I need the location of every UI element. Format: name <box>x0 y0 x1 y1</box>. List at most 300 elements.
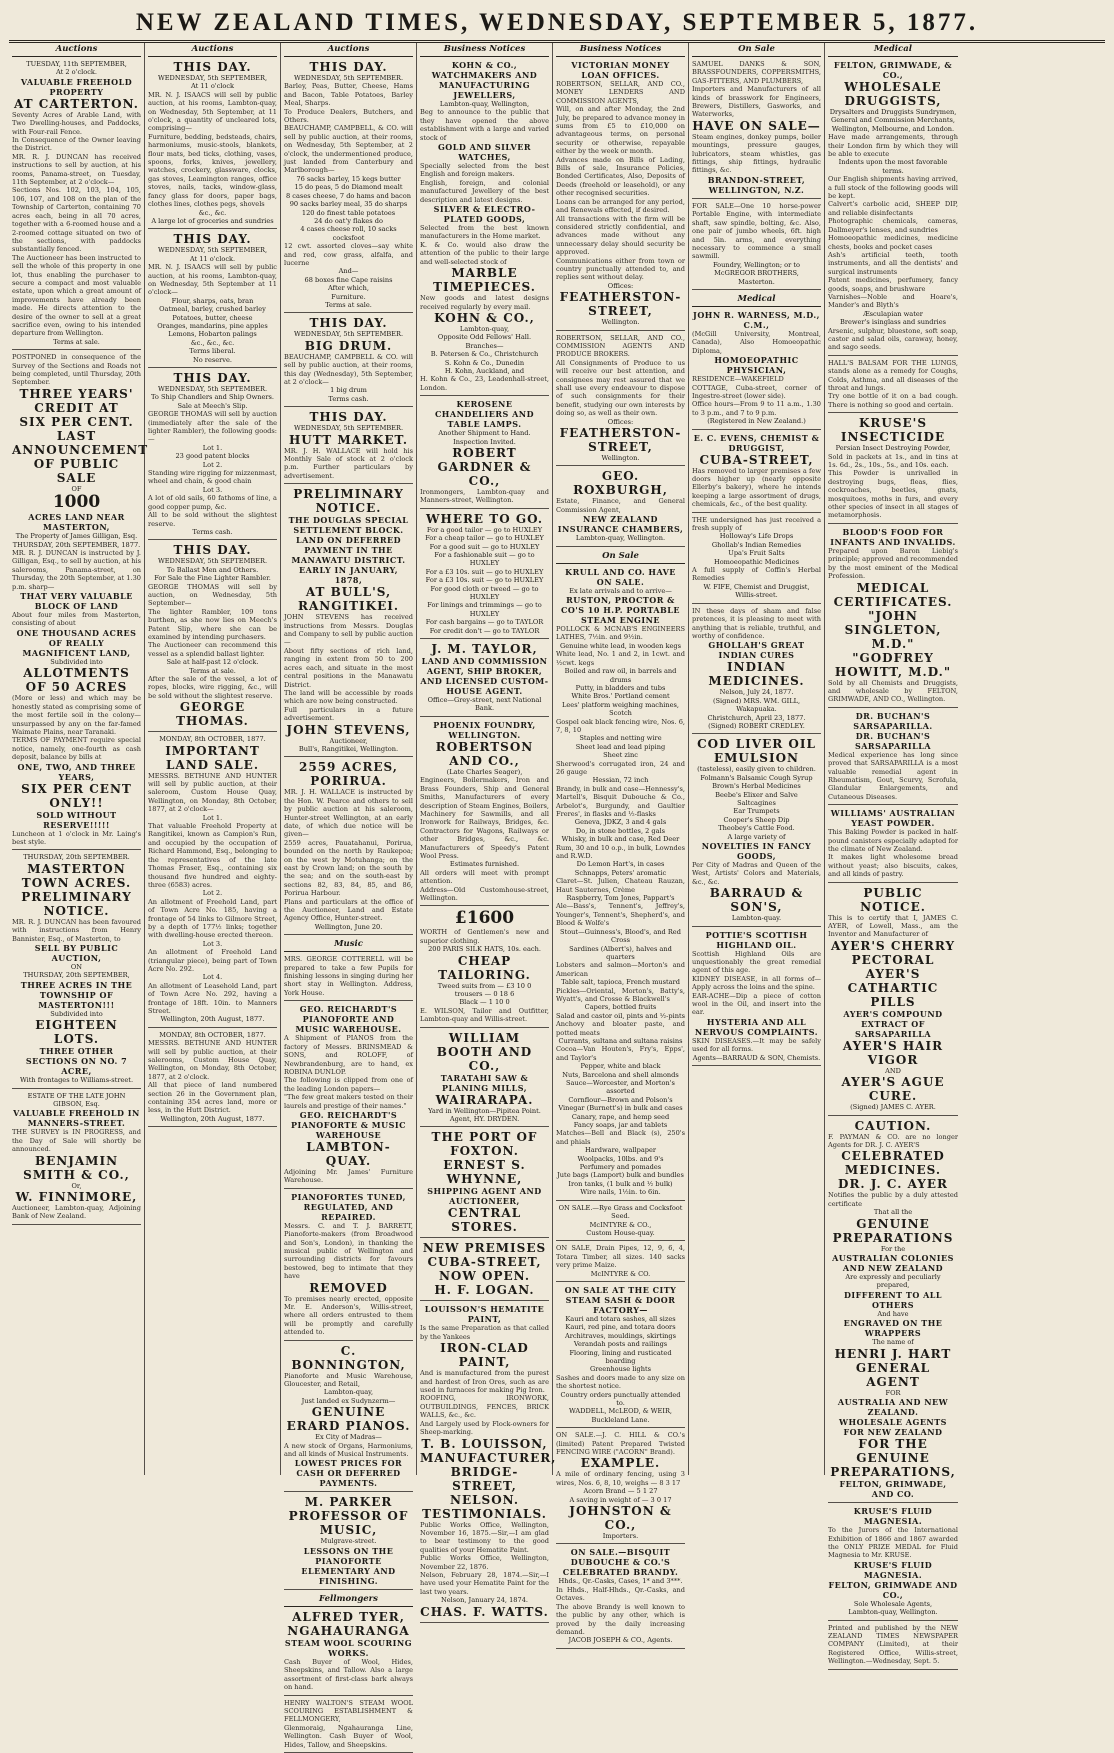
ad-line: Buckleland Lane. <box>591 1415 650 1424</box>
ad-line: ROBERTSON AND CO., <box>435 739 534 768</box>
advertisement <box>828 60 958 356</box>
advertisement <box>556 1285 685 1428</box>
ad-line: Address—Old Customhouse-street, Wellington. <box>420 885 549 902</box>
ad-line: Ghollab's Indian Remedies <box>711 540 802 549</box>
ad-line: ROBERTSON, SELLAR, AND CO., MONEY LENDERS AND COMMISSION AGENTS, <box>556 80 685 105</box>
advertisement <box>420 1130 549 1238</box>
advertisement <box>284 1699 413 1753</box>
ad-line: At 11 o'clock <box>190 82 235 91</box>
ad-line: Barley, Peas, Butter, Cheese, Hams and Bacon, Table Potatoes, Barley Meal, Sharps. <box>284 82 413 108</box>
advertisement <box>284 760 413 935</box>
ad-line: VICTORIAN MONEY LOAN OFFICES. <box>571 60 670 80</box>
ad-line: THIS DAY. <box>173 543 252 558</box>
advertisement <box>284 60 413 313</box>
ad-line: ON SALE AT THE CITY STEAM SASH & DOOR FACTORY— <box>564 1284 677 1315</box>
ad-line: POTTIE'S SCOTTISH HIGHLAND OIL. <box>705 929 808 950</box>
ad-line: That valuable Freehold Property at Rangitikei, known as Campion's Run, and occupied by the occupation of Richard Hammond, Esq., belonging to the representatives of the late Thomas Fraser, Esq., containing six thousand five hundred and eighty-three (6583) acres. <box>148 822 277 889</box>
ad-line: WADDELL, McLEOD, & WEIR, <box>568 1407 673 1416</box>
ad-line: MONDAY, 8th OCTOBER, 1877. <box>159 1030 266 1039</box>
ad-line: Oatmeal, barley, crushed barley <box>159 305 266 314</box>
ad-line: HAVE ON SALE— <box>692 118 821 133</box>
ad-line: FEATHERSTON-STREET, <box>559 426 682 455</box>
ad-line: NEW PREMISES <box>422 1241 547 1256</box>
ad-line: Geneva, JDKZ, 3 and 4 gals <box>574 818 667 827</box>
ad-line: ESTATE OF THE LATE JOHN GIBSON, Esq. <box>27 1091 126 1108</box>
ad-line: M. PARKER <box>304 1495 393 1510</box>
ad-line: Estimates furnished. <box>449 860 520 869</box>
ad-line: STEAM WOOL SCOURING WORKS. <box>284 1637 413 1658</box>
advertisement <box>284 1004 413 1188</box>
ad-line: Prepared upon Baron Liebig's principle; approved and recommended by the most eminent of the Medical Profession. <box>828 546 958 581</box>
ad-line: Public Works Office, Wellington, November 22, 1876. <box>420 1554 549 1571</box>
advertisement <box>556 60 685 331</box>
ad-line: POLLOCK & MCNAB'S ENGINEERS LATHES, 7½in. and 9½in. <box>556 625 685 642</box>
advertisement <box>828 359 958 413</box>
ad-line: Seventy Acres of Arable Land, with Two Dwelling-houses, and Paddocks, with Four-rail Fence. <box>12 110 141 136</box>
ad-line: EAR-ACHE—Dip a piece of cotton wool in the Oil, and insert into the ear. <box>692 991 821 1017</box>
ad-line: Acorn Brand — 5 1 27 <box>583 1487 658 1496</box>
ad-line: Full particulars in a future advertisement. <box>284 705 413 723</box>
ad-line: Or, <box>71 1181 82 1190</box>
ad-line: HALL'S BALSAM FOR THE LUNGS, stands alone as a remedy for Coughs, Colds, Asthma, and all diseases of the throat and lungs. <box>828 358 958 392</box>
ad-line: Matches—Bell and Black (s), 250's and phials <box>556 1129 685 1146</box>
ad-line: With frontages to Williams-street. <box>19 1076 134 1085</box>
ad-line: RESIDENCE—WAKEFIELD COTTAGE, Cuba-street, corner of Ingestre-street (lower side). <box>692 375 821 400</box>
ad-line: To Produce Dealers, Butchers, and Others. <box>284 107 413 125</box>
ad-line: Lambton-quay, <box>323 1388 374 1397</box>
ad-line: Sold by all Chemists and Druggists, and wholesale by FELTON, GRIMWADE, AND CO., Wellington. <box>828 678 958 704</box>
advertisement <box>828 886 958 1116</box>
ad-line: In Hhds., Half-Hhds., Qr.-Casks, and Octaves. <box>556 1585 685 1603</box>
ad-line: Saltcagines <box>737 798 776 807</box>
ad-line: PRELIMINARY NOTICE. <box>21 889 132 918</box>
ad-line: MRS. GEORGE COTTERELL will be prepared to take a few Pupils for finishing lessons in singing during her short stay in Wellington. Address, York House. <box>284 955 413 997</box>
ad-line: Agent, HY. DRYDEN. <box>449 1115 520 1124</box>
ad-line: TERMS OF PAYMENT require special notice, namely, one-fourth as cash deposit, balance by bills at <box>12 736 141 762</box>
ad-line: Lot 1. <box>202 813 223 822</box>
advertisement <box>284 487 413 757</box>
ad-line: Opposite Odd Fellows' Hall. <box>437 333 532 342</box>
ad-line: Upa's Fruit Salts <box>728 549 785 558</box>
ad-line: And have <box>877 1309 909 1318</box>
ad-line: Bull's, Rangitikei, Wellington. <box>298 744 399 753</box>
advertisement <box>148 735 277 1028</box>
ad-line: 90 sacks barley meal, 35 do sharps <box>289 200 408 209</box>
advertisement <box>148 1031 277 1127</box>
ad-line: SIX PER CENT. <box>19 414 134 429</box>
ad-line: Wellington, June 20. <box>314 922 383 931</box>
ad-line: BARRAUD & SON'S, <box>709 886 804 915</box>
ad-line: &c., &c. <box>198 208 227 217</box>
ad-line: GHOLLAH'S GREAT INDIAN CURES <box>708 640 805 661</box>
ad-line: BENJAMIN SMITH & CO., <box>23 1153 130 1182</box>
ad-line: Printed and published by the NEW ZEALAND TIMES NEWSPAPER COMPANY (Limited), at their Registered Office, Willis-street, Wellington.—Wednesday, Sept. 5. <box>828 1623 958 1666</box>
ad-line: Black — 1 10 0 <box>459 998 510 1007</box>
ad-line: C. BONNINGTON, <box>291 1343 406 1372</box>
ad-line: 200 PARIS SILK HATS, 10s. each. <box>428 945 541 954</box>
ad-line: Stout—Guinness's, Blood's, and Red Cross <box>560 927 681 945</box>
ad-line: KRUSE'S FLUID MAGNESIA. <box>853 1506 933 1527</box>
ad-line: Estate, Finance, and General Commission Agent, <box>556 497 685 514</box>
ad-line: LAND ON DEFERRED PAYMENT IN THE MANAWATU DISTRICT. <box>291 535 406 566</box>
ad-line: Folmann's Balsamic Cough Syrup <box>700 773 813 782</box>
ad-line: Currants, sultana and sultana raisins <box>558 1036 683 1045</box>
ad-line: Is the same Preparation as that called by the Yankees <box>420 1324 549 1341</box>
ad-line: Lot 4. <box>202 973 223 982</box>
ad-line: RUSTON, PROCTOR & CO'S 10 H.P. PORTABLE STEAM ENGINE <box>560 595 681 626</box>
ad-line: Pickles—Oriental, Morton's, Batty's, Wyatt's, and Crosse & Blackwell's <box>556 986 685 1003</box>
ad-line: ROBERTSON, SELLAR, AND CO., COMMISSION AGENTS AND PRODUCE BROKERS. <box>556 333 685 359</box>
ad-line: BRANDON-STREET, WELLINGTON, N.Z. <box>707 174 806 195</box>
ad-line: CUBA-STREET, <box>427 1255 542 1270</box>
advertisement <box>284 1495 413 1589</box>
ad-line: LAND AND COMMISSION AGENT, SHIP BROKER, <box>421 656 548 677</box>
ad-line: Lobsters and salmon—Morton's and American <box>556 961 685 978</box>
ad-line: Raspberry, Tom Jones, Pappart's <box>566 894 675 903</box>
advertisement <box>556 334 685 467</box>
ad-line: Lot 1. <box>202 443 223 452</box>
ad-line: Flooring, lining and rusticated boarding <box>569 1348 672 1365</box>
ad-line: For good cloth or tweed — go to HUXLEY <box>430 584 539 602</box>
ad-line: All to be sold without the slightest reserve. <box>148 511 277 528</box>
ad-line: Beg to announce to the public that they have opened the above establishment with a large and varied stock of <box>420 108 549 142</box>
ad-line: PHOENIX FOUNDRY, WELLINGTON. <box>433 719 536 740</box>
ad-line: GOLD AND SILVER WATCHES, <box>437 142 532 163</box>
ad-line: To premises nearly erected, opposite Mr. E. Anderson's, Willis-street, where all orders entrusted to them will be promptly and carefully attended to. <box>284 1294 413 1337</box>
column-heading: Medical <box>828 43 958 57</box>
ad-line: FOR <box>885 1388 901 1397</box>
ad-line: Steam engines, donkey pumps, boiler mountings, pressure gauges, lubricators, steam whistles, gas fittings, ship fittings, hydraulic fittings, &c. <box>692 132 821 175</box>
advertisement <box>420 720 549 907</box>
ad-line: PROFESSOR OF MUSIC, <box>288 1509 409 1538</box>
ad-line: AND LICENSED CUSTOM-HOUSE AGENT. <box>420 676 549 697</box>
ad-line: All Consignments of Produce to us will receive our best attention, and consignees may rest assured that we shall use every endeavour to dispose of such consignments for their benefit, studying our own interests by doing so, as well as their own. <box>556 358 685 418</box>
ad-line: Terms at sale. <box>53 337 100 346</box>
ad-line: VALUABLE FREEHOLD IN MANNERS-STREET. <box>13 1108 140 1129</box>
advertisement <box>420 1241 549 1301</box>
advertisement <box>828 808 958 882</box>
ad-line: IMPORTANT LAND SALE. <box>165 743 260 772</box>
ad-line: (Registered in New Zealand.) <box>707 417 806 426</box>
ad-line: AYER'S HAIR VIGOR <box>842 1038 944 1067</box>
ad-line: MASTERTON TOWN ACRES. <box>21 861 132 890</box>
ad-line: And Largely used by Flock-owners for Sheep-marking. <box>420 1419 549 1437</box>
ad-line: Terms at sale. <box>325 300 372 309</box>
ad-line: Potatoes, butter, cheese <box>172 313 253 322</box>
ad-line: Sale at half-past 12 o'clock. <box>166 658 259 667</box>
ad-line: Wellington, 20th August, 1877. <box>160 1015 265 1024</box>
ad-line: Sherwood's corrugated iron, 24 and 26 gauge <box>556 759 685 776</box>
ad-line: WEDNESDAY, 5th SEPTEMBER. <box>293 74 404 82</box>
ad-line: MESSRS. BETHUNE AND HUNTER will sell by public auction, at their salerooms, Custom House Quay, Wellington, on Monday, 8th October, 1877, at 2 o'clock. <box>148 1039 277 1081</box>
ad-line: GEORGE THOMAS will sell by auction, on Wednesday, 5th September— <box>148 582 277 608</box>
ad-line: MR. N. J. ISAACS will sell by public auction, at his rooms, Lambton-quay, on Wednesday, 5th September, at 11 o'clock, a quantity of uncleared lots, comprising— <box>148 90 277 133</box>
ad-line: LOUISSON'S HEMATITE PAINT, <box>424 1304 545 1325</box>
ad-line: WILLIAM BOOTH AND CO., <box>436 1030 533 1073</box>
ad-line: Sauce—Worcester, and Morton's assorted <box>566 1079 675 1096</box>
ad-line: Patent medicines, perfumery, fancy goods, soaps, and brushware <box>828 276 958 293</box>
advertisement <box>692 310 821 430</box>
ad-line: Tweed suits from — £3 10 0 <box>437 981 532 990</box>
ad-line: Office—Grey-street, next National Bank. <box>427 696 542 713</box>
ad-line: SAMUEL DANKS & SON, BRASSFOUNDERS, COPPERSMITHS, GAS-FITTERS, AND PLUMBERS, <box>692 60 821 85</box>
ad-line: JOHN R. WARNESS, M.D., C.M., <box>693 309 820 330</box>
ad-line: MONDAY, 8th OCTOBER, 1877. <box>159 735 266 744</box>
ad-line: Capers, bottled fruits <box>584 1003 657 1012</box>
ad-line: trousers — 0 18 6 <box>454 990 515 998</box>
ad-line: Offices: <box>607 417 634 426</box>
ad-line: Do Lemon Hart's, in cases <box>576 860 665 869</box>
advertisement <box>148 371 277 540</box>
ad-line: 120 do finest table potatoes <box>301 208 396 217</box>
ad-line: White Bros.' Portland cement <box>571 692 670 701</box>
ad-line: ON SALE.—J. C. HILL & CO.'s (limited) Patent Prepared Twisted FENCING WIRE ("ACORN" Brand). <box>556 1431 685 1457</box>
ad-line: FELTON, GRIMWADE, & CO., <box>833 60 953 80</box>
ad-line: SIX PER CENT ONLY!! <box>21 781 132 810</box>
column-heading: Auctions <box>12 43 141 57</box>
ad-line: About fifty sections of rich land, ranging in extent from 50 to 200 acres each, and situate in the most central positions in the Manawatu District. <box>284 646 413 689</box>
ad-line: ALFRED TYER, <box>292 1609 405 1624</box>
ad-line: SHIPPING AGENT AND AUCTIONEER, <box>427 1186 542 1207</box>
ad-line: Cornflour—Brown and Polson's <box>568 1095 673 1104</box>
ad-line: ROOFING, IRONWORK, OUTBUILDINGS, FENCES, BRICK WALLS, &c., &c. <box>420 1394 549 1420</box>
ad-line: CHEAP TAILORING. <box>438 953 531 982</box>
ad-line: Cash Buyer of Wool, Hides, Sheepskins, and Tallow. Also a large assortment of first-class bark always on hand. <box>284 1657 413 1692</box>
ad-line: E. C. EVENS, CHEMIST & DRUGGIST, <box>693 432 820 453</box>
advertisement <box>420 399 549 509</box>
ad-line: Christchurch, April 23, 1877. <box>707 713 806 722</box>
column-heading: Business Notices <box>556 43 685 57</box>
ad-line: Terms at sale. <box>189 666 236 675</box>
ad-line: AUSTRALIAN COLONIES AND NEW ZEALAND <box>832 1253 954 1274</box>
advertisement <box>556 1204 685 1242</box>
ad-line: This Powder is unrivalled in destroying bugs, fleas, flies, cockroaches, beetles, gnats, mosquitoes, moths in furs, and every other species of insect in all stages of metamorphosis. <box>828 469 958 520</box>
advertisement <box>420 909 549 1027</box>
ad-line: &c., &c., &c. <box>190 338 235 347</box>
ad-line: Photographic chemicals, cameras, Dallmeyer's lenses, and sundries <box>828 217 958 234</box>
ad-line: Wellington. <box>601 454 640 463</box>
ad-line: Theobey's Cattle Food. <box>718 824 795 833</box>
ad-line: 12 cwt. assorted cloves—say white and red, cow grass, alfalfa, and lucerne <box>284 242 413 267</box>
ad-line: KIDNEY DISEASE, in all forms of—Apply across the loins and the spine. <box>692 974 821 992</box>
ad-line: (Signed) MRS. WM. GILL, Wakapuaka. <box>712 696 801 714</box>
ad-line: An allotment of Freehold Land, part of Town Acre No. 185, having a frontage of 54 links to Gilmore Street, by a depth of 177½ links; together with dwelling-house erected thereon. <box>148 897 277 940</box>
ad-line: Wellington, 20th August, 1877. <box>160 1114 265 1123</box>
ad-line: Another Shipment to Hand. <box>438 429 531 438</box>
ad-line: Jute bags (Lamport) bulk and bundles <box>557 1171 684 1180</box>
ad-line: DR. BUCHAN'S SARSAPARILLA. <box>853 710 933 731</box>
ad-line: Our English shipments having arrived, a full stock of the following goods will be kept. <box>828 175 958 201</box>
ad-line: Nelson, February 28, 1874.—Sir,—I have used your Hematite Paint for the last two years. <box>420 1570 549 1596</box>
ad-line: Table salt, tapioca, French mustard <box>561 978 680 987</box>
ad-line: Æsculapian water <box>863 309 923 318</box>
ad-line: Yard in Wellington—Pipitea Point. <box>428 1106 541 1115</box>
ad-line: (Late Charles Seager), <box>446 767 523 776</box>
column-6 <box>689 43 825 1475</box>
ad-line: Ex late arrivals and to arrive— <box>569 586 672 595</box>
ad-line: 15 do peas, 5 do Diamond mealt <box>294 183 403 192</box>
ad-line: Salad and castor oil, pints and ½-pints <box>556 1011 685 1020</box>
ad-line: For the <box>880 1244 906 1253</box>
ad-line: JOHN STEVENS, <box>286 722 411 737</box>
advertisement <box>284 955 413 1001</box>
ad-line: In Consequence of the Owner leaving the District. <box>12 136 141 153</box>
ad-line: SELL BY PUBLIC AUCTION, <box>34 942 119 963</box>
ad-line: Standing wire rigging for mizzenmast, wheel and chain, & good chain <box>148 469 277 486</box>
ad-line: THREE OTHER SECTIONS ON NO. 7 ACRE, <box>25 1046 128 1077</box>
ad-line: LESSONS ON THE PIANOFORTE <box>303 1545 394 1566</box>
ad-line: 68 boxes fine Cape raisins <box>304 275 393 284</box>
ad-line: EARLY IN JANUARY, 1878, <box>298 565 398 586</box>
ad-line: Sections Nos. 102, 103, 104, 105, 106, 107, and 108 on the plan of the Township of Carterton, containing 70 acres each, being in all 70 acres, together with a 6-roomed house and a 2-roomed cottage situated on two of the sections, with paddocks substantially fenced. <box>12 186 141 254</box>
advertisement <box>828 1624 958 1670</box>
ad-line: After the sale of the vessel, a lot of ropes, blocks, wire rigging, &c., will be sold without the slightest reserve. <box>148 675 277 700</box>
ad-line: For a £3 10s. suit — go to HUXLEY <box>425 567 544 576</box>
ad-line: Importers. <box>602 1532 639 1541</box>
ad-line: Iron tanks, (1 bulk and ½ bulk) <box>568 1179 673 1188</box>
ad-line: GEO. ROXBURGH, <box>573 469 668 498</box>
advertisement <box>284 1344 413 1493</box>
ad-line: MARBLE TIMEPIECES. <box>433 266 536 295</box>
ad-line: Brewer's isinglass and sundries <box>839 318 946 327</box>
ad-line: NGAHAURANGA <box>287 1623 410 1638</box>
ad-line: Homoeopathic Medicines <box>713 557 800 566</box>
ad-line: Advances made on Bills of Lading, Bills of sale, Insurance Policies, Bonded Certificates, Also, Deposits of Deeds (freehold or leasehold), or any other recognised securities. <box>556 155 685 198</box>
ad-line: MR. J. H. WALLACE is instructed by the Hon. W. Pearce and others to sell by public auction at his saleroom, Hunter-street Wellington, at an early date, of which due notice will be given— <box>284 788 413 839</box>
ad-line: H. Kohn, Auckland, and <box>444 366 525 375</box>
ad-line: The name of <box>872 1338 914 1347</box>
ad-line: Custom House-quay. <box>586 1228 655 1237</box>
ad-line: BEAUCHAMP, CAMPBELL & CO. will sell by public auction, at their rooms, this day (Wednesday), 5th September, at 2 o'clock— <box>284 352 413 386</box>
ad-line: HENRI J. HART <box>834 1346 952 1361</box>
ad-line: THAT VERY VALUABLE BLOCK OF LAND <box>20 591 133 612</box>
ad-line: Arsenic, sulphur, bluestone, soft soap, castor and salad oils, caraway, honey, and sago seeds. <box>828 326 958 352</box>
ad-line: Lambton-quay, <box>459 324 510 333</box>
section-heading-text: Fellmongers <box>319 1593 378 1604</box>
ad-line: (McGill University, Montreal, Canada), Also Homoeopathic Diploma, <box>692 329 821 355</box>
ad-line: ONE THOUSAND ACRES OF REALLY MAGNIFICENT LAND, <box>16 627 137 658</box>
ad-line: Cocoa—Van Houten's, Fry's, Epps', and Taylor's <box>556 1045 685 1062</box>
ad-line: McINTYRE & CO., <box>589 1220 652 1229</box>
ad-line: An allotment of Freehold Land (triangular piece), being part of Town Acre No. 292. <box>148 948 277 973</box>
ad-line: Canary, rape, and hemp seed <box>571 1112 670 1121</box>
ad-line: LAMBTON-QUAY. <box>306 1139 391 1168</box>
ad-line: To the Jurors of the International Exhibition of 1866 and 1867 awarded the ONLY PRIZE MEDAL for Fluid Magnesia to Mr. KRUSE. <box>828 1526 958 1560</box>
ad-line: Furniture. <box>331 292 366 301</box>
ad-line: TESTIMONIALS. <box>422 1506 547 1521</box>
ad-line: WHOLESALE AGENTS FOR NEW ZEALAND <box>839 1417 947 1438</box>
ad-line: Calvert's carbolic acid, SHEEP DIP, and reliable disinfectants <box>828 200 958 217</box>
ad-line: GENUINE PREPARATIONS <box>832 1216 954 1245</box>
ad-line: Public Works Office, Wellington, November 16, 1875.—Sir,—I am glad to bear testimony to the good qualities of your Hematite Paint. <box>420 1520 549 1554</box>
ad-line: NEW ZEALAND INSURANCE CHAMBERS, <box>557 514 684 535</box>
ad-line: HENRY WALTON'S STEAM WOOL SCOURING ESTABLISHMENT & FELLMONGERY, <box>284 1698 413 1724</box>
ad-line: All that piece of land numbered section 26 in the Government plan, containing 354 acres land, more or less, in the Hutt District. <box>148 1081 277 1115</box>
ad-line: AYER'S CHERRY PECTORAL <box>830 938 956 967</box>
ad-line: Anchovy and bloater paste, and potted meats <box>556 1020 685 1037</box>
ad-line: For a good suit — go to HUXLEY <box>429 542 540 551</box>
ad-line: WEDNESDAY, 5th SEPTEMBER, <box>157 246 268 255</box>
ad-line: Varnishes—Noble and Hoare's, Mander's and Blyth's <box>828 292 958 310</box>
ad-line: Do, in stone bottles, 2 gals <box>575 826 666 835</box>
ad-line: Verandah posts and railings <box>573 1340 668 1349</box>
ad-line: Whisky, in bulk and case, Red Deer <box>561 835 680 844</box>
ad-line: For cash bargains — go to TAYLOR <box>425 618 544 627</box>
ad-line: It makes light wholesome bread without yeast; also biscuits, cakes, and all kinds of pastry. <box>828 853 958 879</box>
ad-line: Auctioneer, <box>329 736 368 745</box>
ad-line: FELTON, GRIMWADE AND CO., <box>828 1579 958 1600</box>
advertisement <box>284 410 413 484</box>
ad-line: For a good tailor — go to HUXLEY <box>426 525 543 534</box>
ad-line: Loans can be arranged for any period, and Renewals effected, if desired. <box>556 197 685 215</box>
ad-line: Kauri and totara sashes, all sizes <box>565 1314 676 1323</box>
ad-line: Holloway's Life Drops <box>719 532 794 541</box>
ad-line: EXAMPLE. <box>580 1456 661 1471</box>
column-3 <box>281 43 417 1749</box>
ad-line: Persian Insect Destroying Powder, <box>835 444 951 453</box>
ad-line: "The few great makers tested on their laurels and prestige of their names." <box>284 1093 413 1110</box>
ad-line: Lot 2. <box>202 889 223 898</box>
ad-line: LAST ANNOUNCEMENT <box>12 428 149 457</box>
advertisement <box>556 567 685 1201</box>
ad-line: Hhds., Qr.-Casks, Cases, 1* and 3***. <box>558 1577 683 1586</box>
ad-line: All transactions with the firm will be considered strictly confidential, and advances made without any unnecessary delay should security be approved. <box>556 214 685 257</box>
ad-line: GEO. REICHARDT'S PIANOFORTE AND MUSIC WAREHOUSE. <box>295 1004 402 1035</box>
ad-line: COD LIVER OIL EMULSION <box>697 737 816 766</box>
advertisement <box>148 60 277 229</box>
advertisement <box>692 607 821 735</box>
ad-line: ELEMENTARY AND FINISHING. <box>301 1565 396 1586</box>
ad-line: GEO. REICHARDT'S PIANOFORTE & MUSIC WAREHOUSE <box>291 1109 406 1140</box>
ad-line: Pepper, white and black <box>580 1062 661 1071</box>
ad-line: KRUSE'S INSECTICIDE <box>840 416 946 445</box>
ad-line: Foundry, Wellington; or to <box>712 260 801 269</box>
ad-line: JOHNSTON & CO., <box>569 1504 672 1533</box>
ad-line: GENUINE ERARD PIANOS. <box>286 1405 411 1434</box>
ad-line: JACOB JOSEPH & CO., Agents. <box>568 1636 673 1645</box>
advertisement <box>692 433 821 513</box>
ad-line: McINTYRE & CO. <box>590 1269 651 1278</box>
ad-line: Per City of Madras and Queen of the West, Artists' Colors and Materials, &c., &c. <box>692 861 821 886</box>
ad-line: Perfumery and pomades <box>579 1163 662 1172</box>
section-heading-text: On Sale <box>602 550 639 561</box>
advertisement <box>556 1244 685 1282</box>
ad-line: CHAS. F. WATTS. <box>420 1604 549 1619</box>
ad-line: W. FIFE, Chemist and Druggist, <box>703 582 810 591</box>
ad-line: Nuts, Barcelona and shell almonds <box>562 1070 679 1079</box>
ad-line: 1 big drum <box>330 386 367 395</box>
ad-line: The Auctioneer can recommend this vessel as a splendid ballast lighter. <box>148 641 277 658</box>
ad-line: FELTON, GRIMWADE, AND CO. <box>839 1479 947 1500</box>
advertisement <box>420 60 549 396</box>
section-heading <box>692 293 821 307</box>
ad-line: ERNEST S. WHYNNE, <box>443 1158 526 1187</box>
ad-line: Specially selected from the best English and foreign makers. <box>420 162 549 179</box>
ad-line: DR. BUCHAN'S SARSAPARILLA <box>854 730 932 751</box>
advertisement <box>692 202 821 290</box>
ad-line: For credit don't — go to TAYLOR <box>429 626 540 635</box>
ad-line: Ex City of Madras— <box>315 1433 382 1442</box>
advertisement <box>828 1506 958 1620</box>
ad-line: CENTRAL STORES. <box>447 1206 522 1235</box>
ad-line: This Baking Powder is packed in half-pound canisters especially adapted for the climate of New Zealand. <box>828 828 958 853</box>
ad-line: MR. R. J. DUNCAN has been favoured with instructions from Henry Bannister, Esq., of Masterton, to <box>12 917 141 943</box>
ad-line: FOR SALE—One 10 horse-power Portable Engine, with intermediate shaft, saw spindle, bolting, &c. Also, one pair of jumbo wheels, 6ft. high and 5in. arms, and everything necessary to commence a small sawmill. <box>692 201 821 261</box>
ad-line: LOWEST PRICES FOR CASH OR DEFERRED PAYMENTS. <box>294 1458 403 1489</box>
ad-line: A large lot of groceries and sundries <box>151 216 274 225</box>
ad-line: For a cheap tailor — go to HUXLEY <box>425 534 544 543</box>
ad-line: MEDICAL CERTIFICATES. <box>833 580 953 609</box>
